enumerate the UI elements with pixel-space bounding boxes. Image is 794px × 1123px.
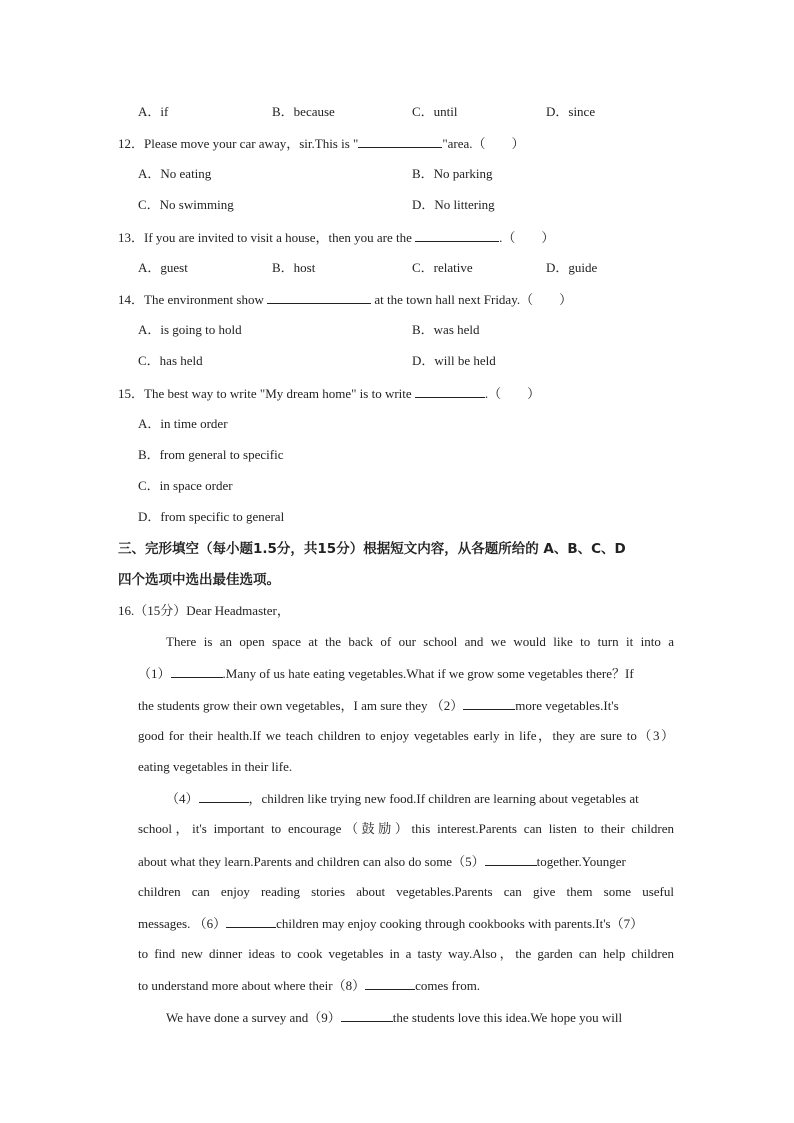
passage-line: to find new dinner ideas to cook vegetables in a tasty way.Also，the garden can help children: [138, 946, 674, 961]
q13-stem: 13．If you are invited to visit a house，then you are the .（ ）: [118, 230, 555, 245]
answer-blank-8: [365, 977, 415, 990]
answer-blank: [267, 291, 371, 304]
section-heading: 三、完形填空（每小题1.5分，共15分）根据短文内容，从各题所给的 A、B、C、D: [118, 541, 626, 557]
passage-line: We have done a survey and（9） the students love this idea.We hope you will: [166, 1010, 623, 1025]
answer-blank-9: [341, 1009, 393, 1022]
q15-option-b: B．from general to specific: [138, 447, 284, 462]
q13-option-d: D．guide: [546, 260, 598, 275]
q14-option-c: C．has held: [138, 353, 203, 368]
q14-stem: 14．The environment show at the town hall next Friday.（ ）: [118, 292, 573, 307]
section-heading-cont: 四个选项中选出最佳选项。: [118, 572, 280, 588]
passage-line: eating vegetables in their life.: [138, 759, 293, 774]
q14-option-b: B．was held: [412, 322, 480, 337]
q14-option-a: A．is going to hold: [138, 322, 242, 337]
q13-option-c: C．relative: [412, 260, 473, 275]
q13-option-b: B．host: [272, 260, 316, 275]
passage-line: （4） ，children like trying new food.If children are learning about vegetables at: [166, 791, 639, 806]
q11-option-a: A．if: [138, 104, 169, 119]
passage-line: children can enjoy reading stories about vegetables.Parents can give them some useful: [138, 884, 674, 899]
q14-option-d: D．will be held: [412, 353, 496, 368]
q12-stem: 12．Please move your car away，sir.This is " "area.（ ）: [118, 136, 525, 151]
answer-blank: [415, 385, 485, 398]
passage-line: （1） .Many of us hate eating vegetables.What if we grow some vegetables there？If: [138, 666, 634, 681]
answer-blank: [415, 229, 499, 242]
q12-option-a: A．No eating: [138, 166, 212, 181]
q11-option-b: B．because: [272, 104, 335, 119]
passage-line: school，it's important to encourage（鼓励）this interest.Parents can listen to their children: [138, 821, 674, 836]
q15-option-a: A．in time order: [138, 416, 228, 431]
q12-option-d: D．No littering: [412, 197, 495, 212]
q15-option-c: C．in space order: [138, 478, 233, 493]
passage-line: There is an open space at the back of our school and we would like to turn it into a: [166, 634, 674, 649]
q15-stem: 15．The best way to write "My dream home" is to write .（ ）: [118, 386, 541, 401]
answer-blank: [358, 135, 442, 148]
q12-option-c: C．No swimming: [138, 197, 234, 212]
passage-line: to understand more about where their（8） comes from.: [138, 978, 481, 993]
answer-blank-4: [199, 790, 249, 803]
passage-line: good for their health.If we teach children to enjoy vegetables early in life，they are sure to（3）: [138, 728, 674, 743]
passage-line: messages. （6） children may enjoy cooking through cookbooks with parents.It's（7）: [138, 916, 644, 931]
answer-blank-1: [171, 665, 223, 678]
answer-blank-6: [226, 915, 276, 928]
q12-option-b: B．No parking: [412, 166, 493, 181]
passage-line: the students grow their own vegetables，I am sure they （2） more vegetables.It's: [138, 698, 619, 713]
answer-blank-2: [463, 697, 515, 710]
q13-option-a: A．guest: [138, 260, 188, 275]
q15-option-d: D．from specific to general: [138, 509, 285, 524]
q11-option-d: D．since: [546, 104, 596, 119]
q11-option-c: C．until: [412, 104, 458, 119]
q16-header: 16.（15分）Dear Headmaster，: [118, 603, 290, 618]
answer-blank-5: [485, 853, 537, 866]
passage-line: about what they learn.Parents and children can also do some（5） together.Younger: [138, 854, 626, 869]
